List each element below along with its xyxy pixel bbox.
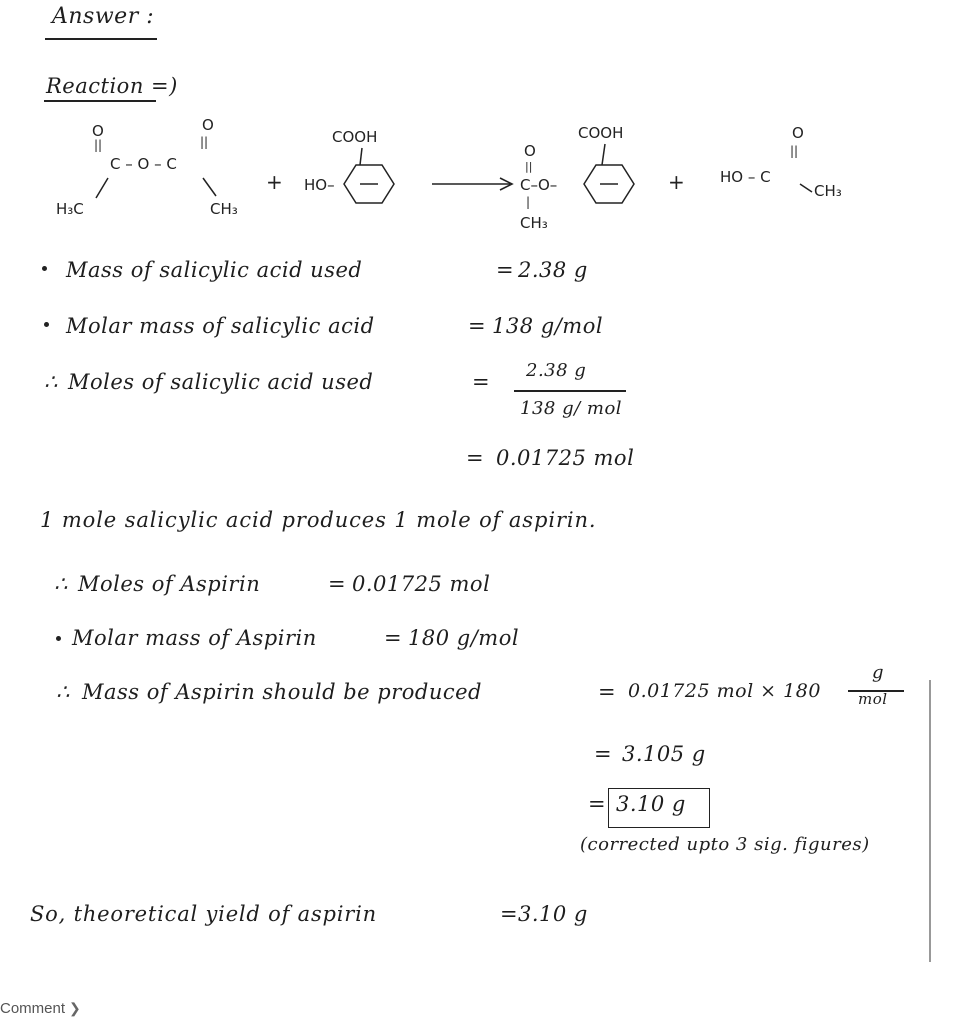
therefore-symbol: ∴ (54, 572, 68, 596)
chevron-right-icon: ❯ (69, 1000, 81, 1016)
reaction-underline (44, 100, 156, 102)
molar-mass-salicylic-label: Molar mass of salicylic acid (66, 314, 375, 338)
equals-sign: = (468, 314, 487, 338)
reaction-heading: Reaction =) (46, 74, 178, 98)
page-edge-rule (929, 680, 931, 962)
equals-sign: = (466, 446, 485, 470)
anhydride-o-right: O (202, 116, 214, 134)
mass-salicylic-value: 2.38 g (518, 258, 588, 282)
therefore-symbol: ∴ (56, 680, 70, 704)
equals-sign: = (384, 626, 403, 650)
bullet-dot (44, 322, 49, 327)
unit-denominator: mol (858, 690, 888, 708)
aspirin-o-top: O (524, 142, 536, 160)
moles-aspirin-value: 0.01725 mol (352, 572, 491, 596)
mass-aspirin-label: Mass of Aspirin should be produced (82, 680, 482, 704)
equals-sign: = (500, 902, 519, 926)
salicylic-cooh: COOH (332, 128, 378, 146)
moles-salicylic-result: 0.01725 mol (496, 446, 635, 470)
result-unrounded: 3.105 g (622, 742, 706, 766)
fraction-bar (514, 390, 626, 392)
salicylic-ho: HO– (304, 176, 335, 194)
fraction-denominator: 138 g/ mol (520, 398, 623, 419)
mass-salicylic-label: Mass of salicylic acid used (66, 258, 363, 282)
result-rounded: 3.10 g (616, 792, 686, 816)
conclusion-value: 3.10 g (518, 902, 588, 926)
moles-salicylic-label: Moles of salicylic acid used (68, 370, 374, 394)
aspirin-c-o: C–O– (520, 176, 558, 194)
conclusion-label: So, theoretical yield of aspirin (30, 902, 377, 926)
equals-sign: = (598, 680, 617, 704)
acetic-ch3: CH₃ (814, 182, 842, 200)
acetic-ho-c: HO – C (720, 168, 771, 186)
anhydride-double-bond-left: || (94, 138, 103, 152)
aspirin-ch3: CH₃ (520, 214, 548, 232)
comment-link[interactable] (0, 1000, 81, 1017)
moles-aspirin-label: Moles of Aspirin (78, 572, 261, 596)
molar-mass-aspirin-value: 180 g/mol (408, 626, 520, 650)
anhydride-h3c: H₃C (56, 200, 84, 218)
molar-mass-salicylic-value: 138 g/mol (492, 314, 604, 338)
acetic-bond (0, 0, 1, 1)
aspirin-cooh: COOH (578, 124, 624, 142)
sig-figures-note: (corrected upto 3 sig. figures) (580, 834, 870, 855)
equals-sign: = (496, 258, 515, 282)
acetic-double-bond: || (790, 144, 799, 158)
comment-label: Comment (0, 1000, 66, 1017)
unit-numerator: g (872, 662, 885, 683)
molar-mass-aspirin-label: Molar mass of Aspirin (72, 626, 317, 650)
therefore-symbol: ∴ (44, 370, 58, 394)
answer-underline (45, 38, 157, 40)
anhydride-o-left: O (92, 122, 104, 140)
equals-sign: = (472, 370, 491, 394)
aspirin-double-bond: || (525, 160, 533, 173)
equals-sign: = (594, 742, 613, 766)
aspirin-single-bond: | (526, 195, 531, 209)
bullet-dot (56, 636, 61, 641)
equals-sign: = (588, 792, 607, 816)
anhydride-double-bond-right: || (200, 135, 209, 149)
mass-aspirin-expression: 0.01725 mol × 180 (628, 680, 821, 702)
bullet-dot (42, 266, 47, 271)
stoichiometry-statement: 1 mole salicylic acid produces 1 mole of aspirin. (40, 508, 597, 532)
equals-sign: = (328, 572, 347, 596)
anhydride-ch3: CH₃ (210, 200, 238, 218)
anhydride-core: C – O – C (110, 155, 177, 173)
plus-sign-1: + (266, 170, 283, 194)
answer-heading: Answer : (52, 4, 155, 29)
fraction-numerator: 2.38 g (526, 360, 587, 381)
plus-sign-2: + (668, 170, 685, 194)
acetic-o-top: O (792, 124, 804, 142)
